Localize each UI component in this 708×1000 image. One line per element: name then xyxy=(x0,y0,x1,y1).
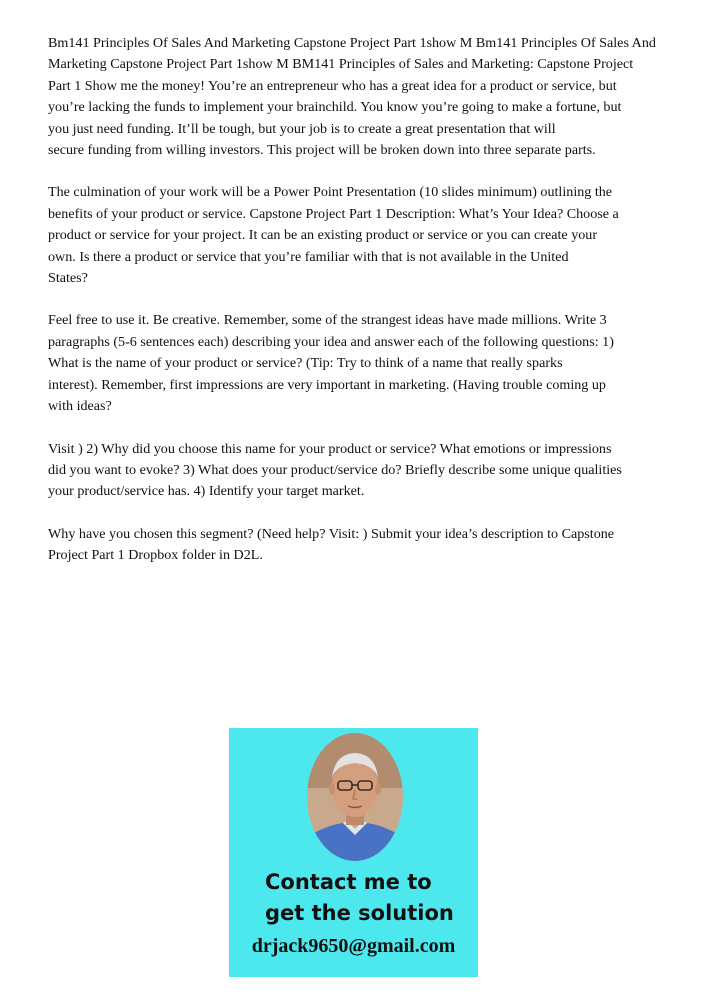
author-portrait xyxy=(307,733,403,861)
contact-email[interactable]: drjack9650@gmail.com xyxy=(251,935,456,957)
paragraph-1: Bm141 Principles Of Sales And Marketing Capstone Project Part 1show M Bm141 Principles Of Sales And Marketing Capstone Project Part 1show M BM141 Principles of Sales and Marketing: Capstone Project Part 1 Show me the money! You’re an entrepreneur who has a great idea for a product or service, but you’re lacking the funds to implement your brainchild. You know you’re going to make a fortune, but you just need funding. It’ll be tough, but your job is to create a great presentation that will secure funding from willing investors. This project will be broken down into three separate parts. xyxy=(48,35,656,159)
paragraph-4: Visit ) 2) Why did you choose this name for your product or service? What emotions or impressions did you want to evoke? 3) What does your product/service do? Briefly describe some unique qualities your product/service has. 4) Identify your target market. xyxy=(48,440,622,500)
document-body xyxy=(48,33,668,588)
paragraph-3: Feel free to use it. Be creative. Remember, some of the strangest ideas have made millions. Write 3 paragraphs (5-6 sentences each) describing your idea and answer each of the following questions: 1) What is the name of your product or service? (Tip: Try to think of a name that really sparks interest). Remember, first impressions are very important in marketing. (Having trouble coming up with ideas? xyxy=(48,312,614,415)
contact-promo-banner[interactable] xyxy=(229,728,478,977)
promo-heading: Contact me to get the solution xyxy=(265,870,454,925)
paragraph-5: Why have you chosen this segment? (Need help? Visit: ) Submit your idea’s description to Capstone Project Part 1 Dropbox folder in D2L. xyxy=(48,525,615,564)
paragraph-2: The culmination of your work will be a Power Point Presentation (10 slides minimum) outlining the benefits of your product or service. Capstone Project Part 1 Description: What’s Your Idea? Choose a product or service for your project. It can be an existing product or service or you can create your own. Is there a product or service that you’re familiar with that is not available in the United States? xyxy=(48,184,619,287)
